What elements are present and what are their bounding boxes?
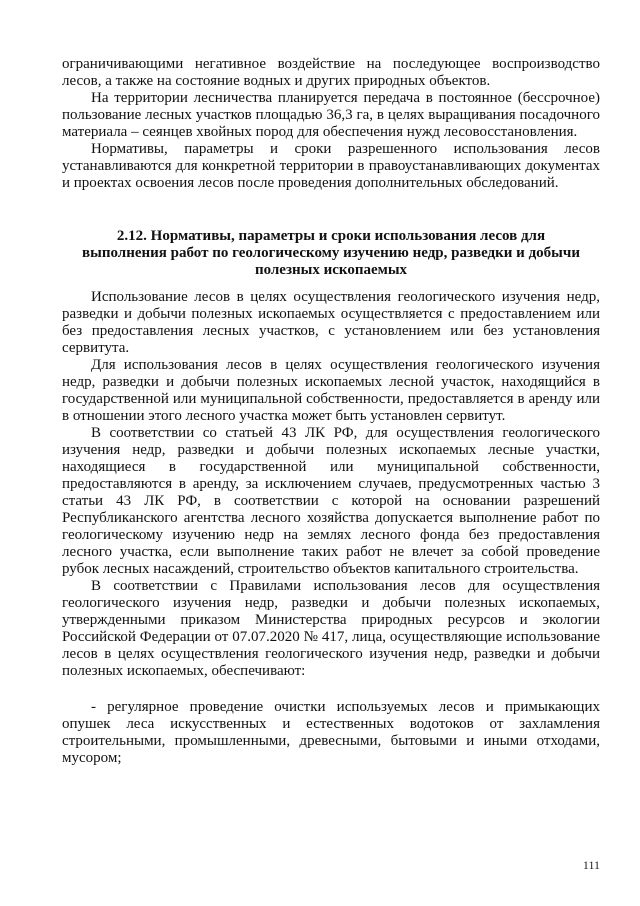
body-paragraph: В соответствии со статьей 43 ЛК РФ, для осуществления геологического изучения недр, разведки и добычи полезных ископаемых лесные участки, находящиеся в государственной или муниципальной собственности, предоставляются в аренду, за исключением случаев, предусмотренных частью 3 статьи 43 ЛК РФ, в соответствии с которой на основании разрешений Республиканского агентства лесного хозяйства допускается выполнение работ по геологическому изучению недр на землях лесного фонда без предоставления лесного участка, если выполнение таких работ не влечет за собой проведение рубок лесных насаждений, строительство объектов капитального строительства. <box>62 425 600 577</box>
body-paragraph: Использование лесов в целях осуществления геологического изучения недр, разведки и добычи полезных ископаемых осуществляется с предоставлением или без предоставления лесных участков, с установлением или без установления сервитута. <box>62 289 600 356</box>
spacer <box>62 192 600 228</box>
body-paragraph: Нормативы, параметры и сроки разрешенного использования лесов устанавливаются для конкретной территории в правоустанавливающих документах и проектах освоения лесов после проведения дополнительных обследований. <box>62 141 600 191</box>
spacer <box>62 279 600 289</box>
body-paragraph: На территории лесничества планируется передача в постоянное (бессрочное) пользование лесных участков площадью 36,3 га, в целях выращивания посадочного материала – сеянцев хвойных пород для обеспечения нужд лесовосстановления. <box>62 90 600 140</box>
body-paragraph: В соответствии с Правилами использования лесов для осуществления геологического изучения недр, разведки и добычи полезных ископаемых, утвержденными приказом Министерства природных ресурсов и экологии Российской Федерации от 07.07.2020 № 417, лица, осуществляющие использование лесов в целях осуществления геологического изучения недр, разведки и добычи полезных ископаемых, обеспечивают: <box>62 578 600 679</box>
spacer <box>62 680 600 699</box>
body-paragraph: ограничивающими негативное воздействие на последующее воспроизводство лесов, а также на состояние водных и других природных объектов. <box>62 56 600 89</box>
page-number: 111 <box>582 858 600 872</box>
list-item: - регулярное проведение очистки используемых лесов и примыкающих опушек леса искусственных и естественных водотоков от захламления строительными, промышленными, древесными, бытовыми и иными отходами, мусором; <box>62 699 600 766</box>
document-page <box>62 56 600 767</box>
body-paragraph: Для использования лесов в целях осуществления геологического изучения недр, разведки и добычи полезных ископаемых лесной участок, находящийся в государственной или муниципальной собственности, предоставляется в аренду или в отношении этого лесного участка может быть установлен сервитут. <box>62 357 600 424</box>
section-heading: 2.12. Нормативы, параметры и сроки использования лесов для выполнения работ по геологическому изучению недр, разведки и добычи полезных ископаемых <box>82 228 580 278</box>
